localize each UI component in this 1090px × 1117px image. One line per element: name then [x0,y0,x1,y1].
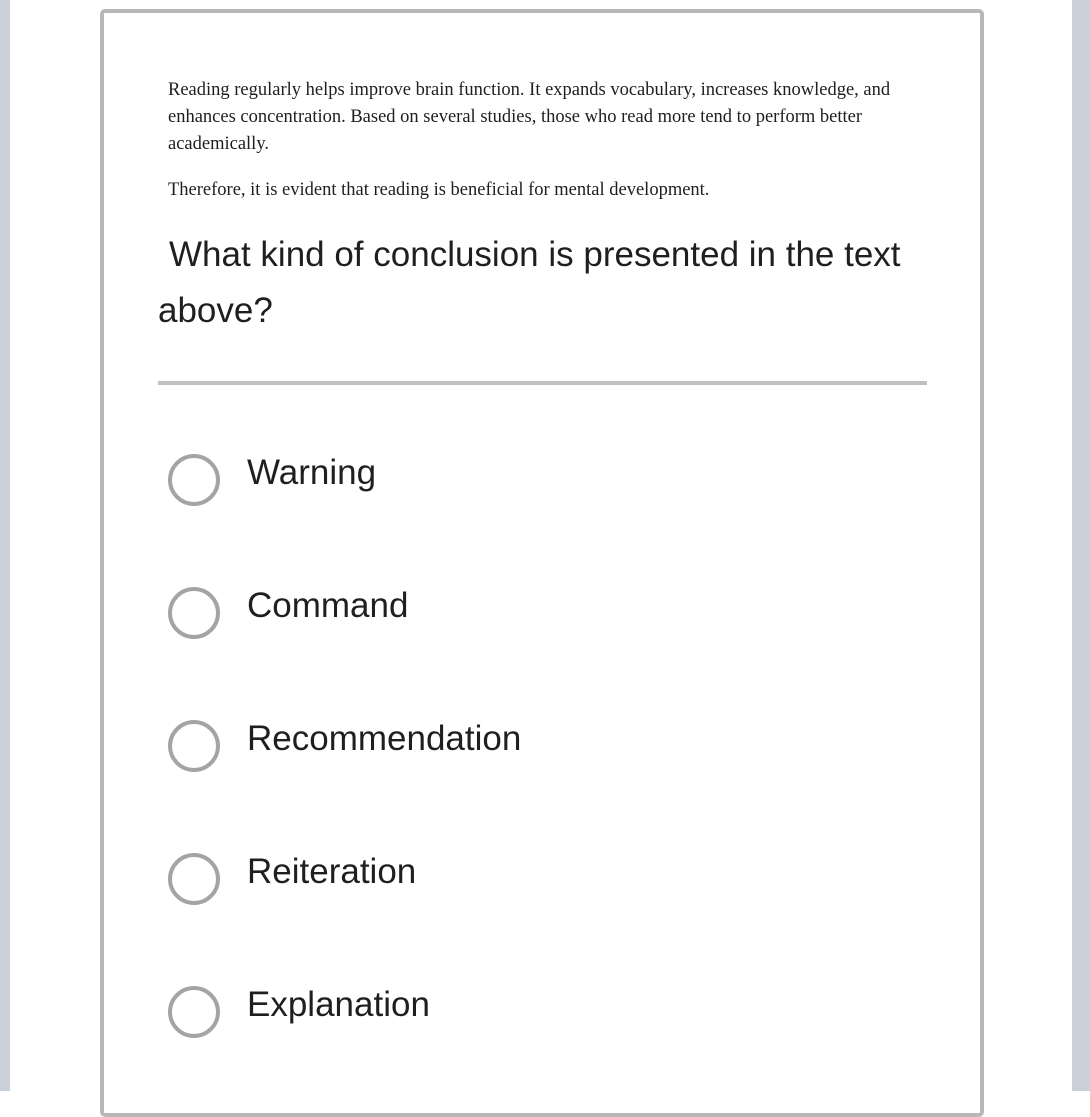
radio-button[interactable] [168,853,220,905]
question-card [100,9,984,1117]
option-label: Warning [247,453,377,492]
option-command[interactable] [168,582,521,644]
option-label: Recommendation [247,719,522,758]
option-label: Reiteration [247,852,417,891]
question-text: What kind of conclusion is presented in the text above? [158,235,901,330]
option-explanation[interactable] [168,981,521,1043]
passage-paragraph-2: Therefore, it is evident that reading is beneficial for mental development. [168,180,710,200]
passage-paragraph-1: Reading regularly helps improve brain function. It expands vocabulary, increases knowledge, and enhances concentration. Based on several studies, those who read more tend to perform better academically. [168,80,891,154]
reading-passage [168,77,928,204]
option-warning[interactable] [168,449,521,511]
radio-button[interactable] [168,720,220,772]
radio-button[interactable] [168,587,220,639]
answer-options [168,449,521,1114]
option-reiteration[interactable] [168,848,521,910]
option-label: Explanation [247,985,430,1024]
radio-button[interactable] [168,454,220,506]
background-edge-right [1072,0,1090,1091]
divider [158,381,927,385]
background-edge-left [0,0,10,1091]
option-label: Command [247,586,409,625]
radio-button[interactable] [168,986,220,1038]
option-recommendation[interactable] [168,715,521,777]
